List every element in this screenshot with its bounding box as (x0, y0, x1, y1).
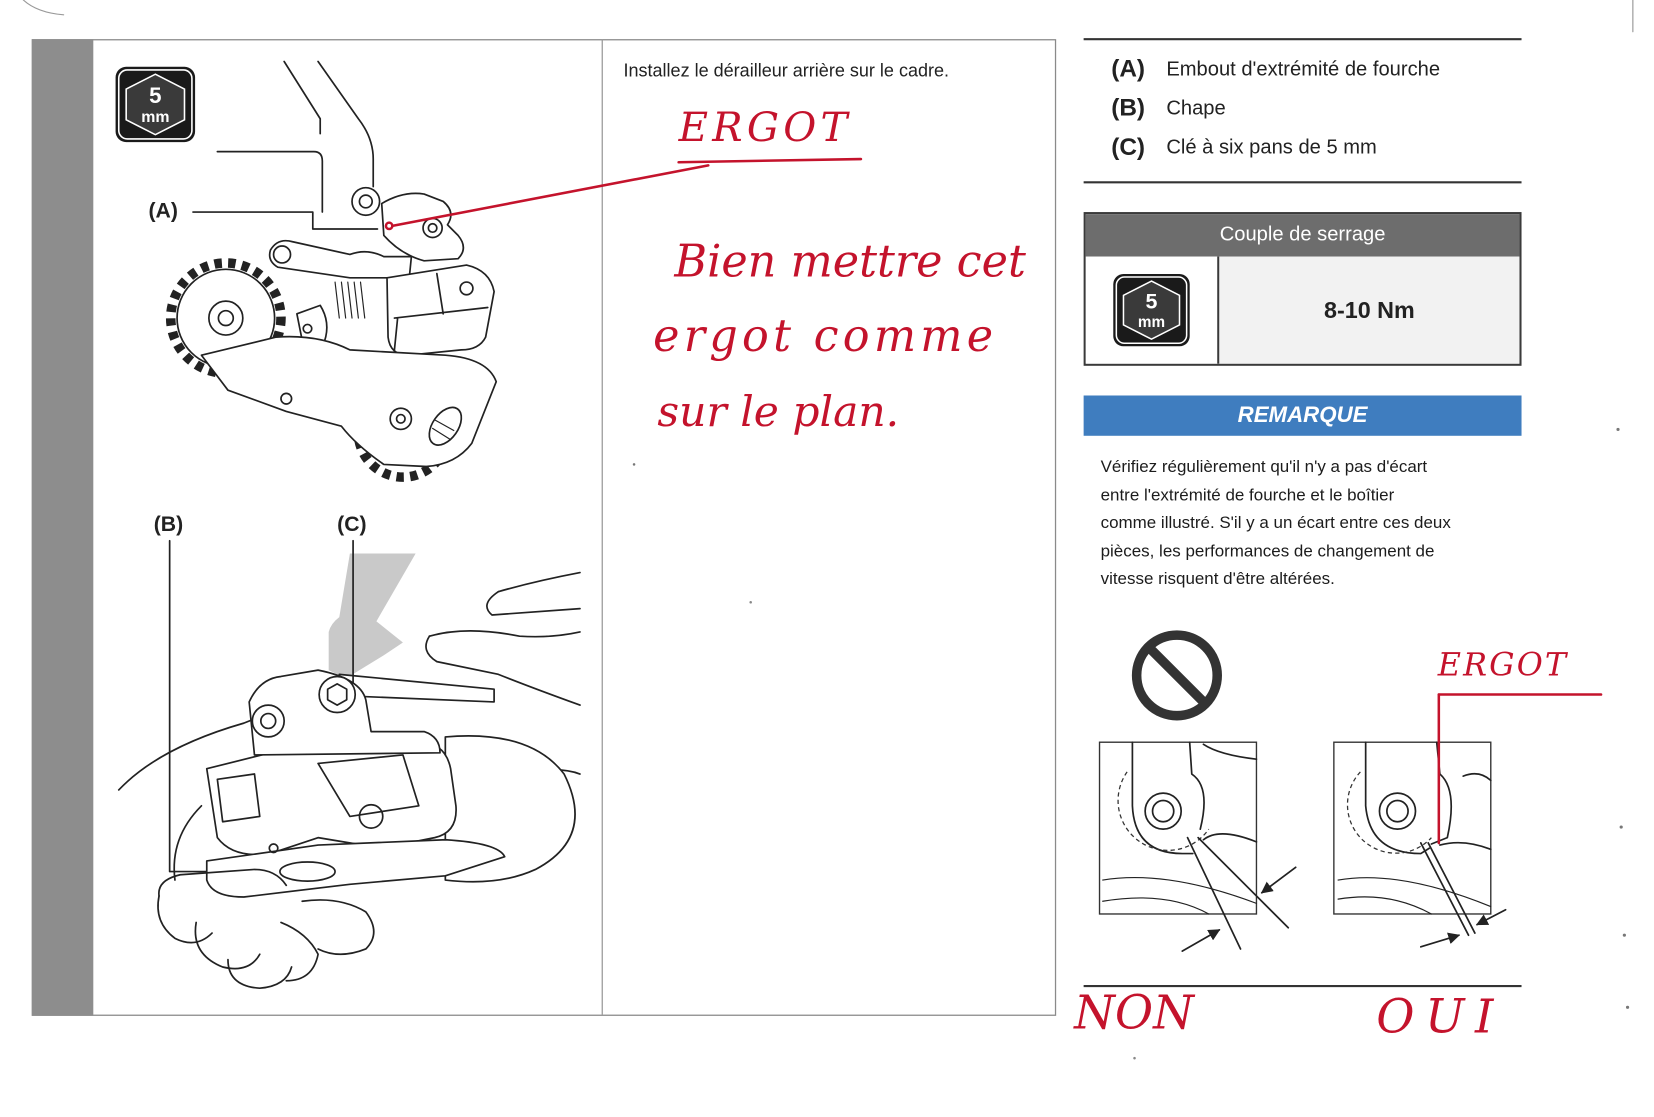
frame-dropout-inner-edge (217, 152, 322, 212)
gap-arrow (1182, 930, 1219, 951)
ergot-underline (679, 159, 861, 162)
gap-check-diagram-correct (1334, 742, 1506, 947)
bracket-bolt (423, 218, 442, 237)
right-hand-finger (429, 631, 580, 637)
scan-speck (1623, 934, 1626, 937)
icon-size-unit: mm (141, 108, 170, 126)
legend-key: (A) (1111, 54, 1146, 82)
rear-derailleur-mounting-illustration (171, 61, 497, 477)
legend-text: Clé à six pans de 5 mm (1166, 136, 1377, 160)
torque-row (1086, 257, 1520, 364)
panel-side-bar (32, 39, 93, 1016)
hex-key-tightening-illustration (119, 541, 580, 988)
scan-speck (1620, 825, 1623, 828)
axle-hole (352, 188, 380, 216)
figure-panel (32, 39, 1056, 1016)
ergot-pointer-line (392, 165, 708, 225)
panel-border (32, 40, 1055, 1015)
gap-arrow (1421, 935, 1459, 947)
prohibited-slash (1148, 647, 1205, 704)
scan-speck (1616, 428, 1619, 431)
hex-key-5mm-icon (1112, 271, 1190, 348)
torque-header: Couple de serrage (1086, 214, 1520, 256)
derailleur-main-body (207, 742, 456, 854)
figure-label-a: (A) (148, 199, 178, 223)
remarque-paragraph (1101, 454, 1451, 594)
handwritten-note-line: ergot comme (653, 309, 998, 362)
frame-dropout-outline (318, 61, 373, 186)
cage-plate (201, 337, 496, 467)
right-hand-finger (487, 592, 580, 615)
right-hand-finger (498, 573, 580, 592)
handwritten-ergot-label: ERGOT (678, 103, 852, 151)
figure-label-c: (C) (337, 513, 367, 537)
remarque-line: Vérifiez régulièrement qu'il n'y a pas d'écart (1100, 458, 1428, 477)
gap-check-diagram-incorrect (1100, 742, 1296, 951)
label-b-leader-line (170, 541, 212, 872)
derailleur-body (387, 265, 494, 355)
handwritten-note-line: sur le plan. (657, 388, 900, 437)
icon-size-value: 5 (149, 82, 162, 108)
handwritten-oui: OUI (1376, 990, 1505, 1045)
figure-label-b: (B) (153, 513, 184, 537)
handwritten-ergot-right-label: ERGOT (1437, 646, 1569, 684)
bottom-hand-finger (281, 922, 318, 980)
frame-stay-line (284, 61, 320, 133)
label-a-leader-line (193, 212, 377, 229)
scan-speck (633, 463, 636, 466)
mounting-bolt (319, 676, 355, 712)
diagram-frame (1334, 742, 1491, 914)
legend-text: Chape (1166, 97, 1226, 120)
handwritten-non: NON (1074, 986, 1194, 1041)
torque-tool-cell (1086, 257, 1220, 364)
scan-speck (1133, 1057, 1136, 1060)
icon-size-value: 5 (1145, 289, 1158, 314)
hex-key-shadow-shape (329, 553, 416, 678)
icon-size-unit: mm (1137, 313, 1166, 331)
hex-key-5mm-icon (115, 66, 197, 143)
scan-speck (749, 601, 752, 604)
instruction-text: Installez le dérailleur arrière sur le cadre. (623, 60, 950, 81)
bottom-hand-finger (228, 960, 292, 989)
legend-text: Embout d'extrémité de fourche (1166, 58, 1441, 81)
remarque-line: pièces, les performances de changement de (1100, 542, 1435, 561)
legend-key: (C) (1111, 132, 1146, 161)
torque-table (1084, 212, 1522, 366)
remarque-banner: REMARQUE (1084, 395, 1522, 435)
scan-speck (1626, 1006, 1629, 1009)
diagram-frame (1100, 742, 1257, 914)
upper-link (270, 241, 412, 278)
spring-coil (335, 282, 365, 318)
legend-key: (B) (1111, 93, 1146, 121)
handwritten-note-line: Bien mettre cet (674, 235, 1026, 288)
scan-corner-mark (23, 0, 63, 15)
gap-arrow (1262, 867, 1296, 892)
lower-pulley-bolt (390, 408, 411, 429)
remarque-line: entre l'extrémité de fourche et le boîtier (1100, 486, 1395, 505)
bottom-hand-finger (158, 896, 212, 943)
left-forearm (174, 806, 201, 880)
prohibited-icon (1137, 635, 1218, 716)
remarque-line: comme illustré. S'il y a un écart entre ces deux (1100, 514, 1451, 533)
remarque-line: vitesse risquent d'être altérées. (1100, 570, 1335, 589)
pivot-bolt (252, 705, 284, 737)
torque-value: 8-10 Nm (1219, 257, 1519, 364)
